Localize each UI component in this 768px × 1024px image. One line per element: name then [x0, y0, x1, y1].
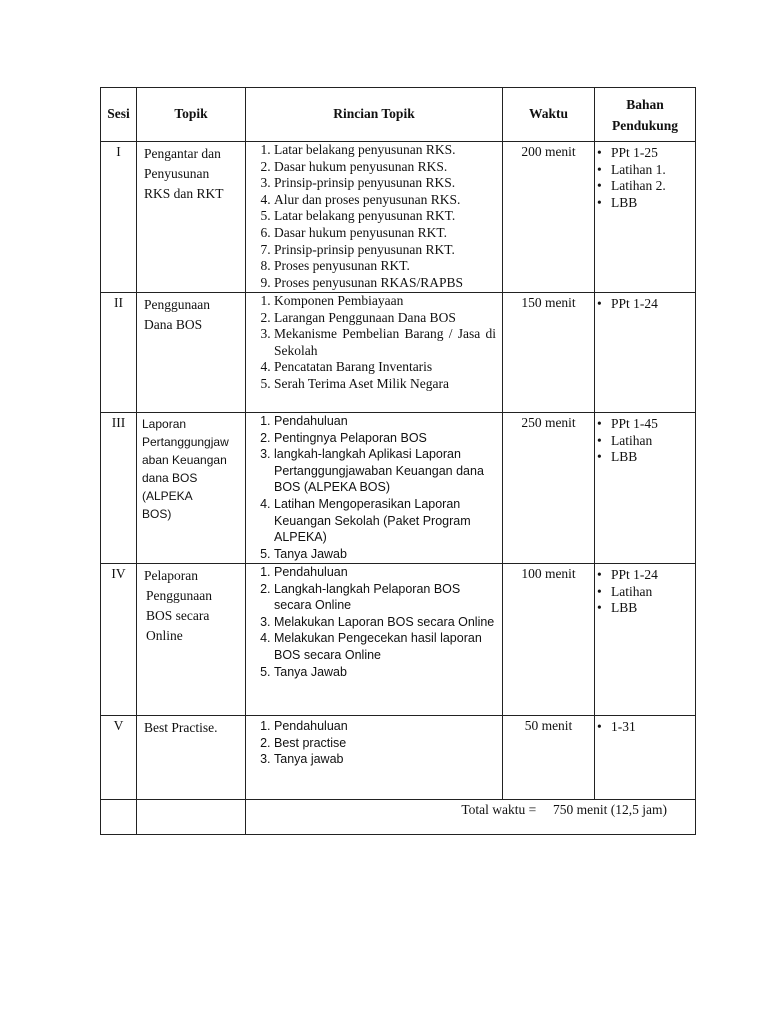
rincian-item: 1. Latar belakang penyusunan RKS. — [274, 142, 496, 159]
rincian-item: 5. Tanya Jawab — [274, 546, 496, 563]
rincian-item: 3. Melakukan Laporan BOS secara Online — [274, 614, 496, 631]
topik-line: Penggunaan — [144, 297, 210, 312]
topik-line: Penggunaan — [146, 588, 212, 603]
table-row — [101, 564, 696, 716]
rincian-item: 2. Pentingnya Pelaporan BOS — [274, 430, 496, 447]
topik-line: Best Practise. — [144, 720, 218, 735]
empty-cell — [101, 800, 137, 835]
rincian-item: 3. Tanya jawab — [274, 751, 496, 768]
table-row — [101, 293, 696, 413]
bahan-item: • Latihan — [597, 583, 653, 599]
header-row — [101, 88, 696, 142]
topik-cell — [137, 293, 246, 413]
topik-cell — [137, 142, 246, 293]
topik-line: BOS) — [142, 507, 172, 521]
bahan-item: • LBB — [597, 600, 638, 616]
bullet-icon: • — [597, 145, 602, 160]
header-bahan-line2: Pendukung — [611, 117, 679, 133]
topik-cell — [137, 413, 246, 564]
bullet-icon: • — [597, 449, 602, 465]
total-value: 750 menit (12,5 jam) — [553, 802, 667, 817]
rincian-cell — [246, 716, 503, 800]
rincian-item: 1. Pendahuluan — [274, 413, 496, 430]
rincian-item: 1. Pendahuluan — [274, 564, 496, 581]
bullet-icon: • — [597, 583, 602, 599]
rincian-item: 3. Prinsip-prinsip penyusunan RKS. — [274, 175, 496, 192]
header-topik: Topik — [137, 88, 246, 142]
waktu-cell: 50 menit — [503, 716, 595, 800]
total-row — [101, 800, 696, 835]
topik-line: Dana BOS — [144, 317, 203, 332]
bullet-icon: • — [597, 567, 602, 582]
rincian-item: 8. Proses penyusunan RKT. — [274, 258, 496, 275]
total-label: Total waktu = — [461, 802, 537, 817]
bahan-cell — [595, 564, 696, 716]
rincian-item: 6. Dasar hukum penyusunan RKT. — [274, 225, 496, 242]
table-row — [101, 142, 696, 293]
bullet-icon: • — [597, 161, 602, 177]
topik-line: Pengantar dan — [144, 146, 221, 161]
sesi-cell: V — [101, 716, 137, 800]
rincian-item: 2. Larangan Penggunaan Dana BOS — [274, 310, 496, 327]
rincian-item: 4. Alur dan proses penyusunan RKS. — [274, 192, 496, 209]
topik-cell — [137, 564, 246, 716]
topik-line: (ALPEKA — [142, 489, 193, 503]
sesi-cell: III — [101, 413, 137, 564]
bahan-item: • LBB — [597, 449, 638, 465]
bahan-item: • PPt 1-25 — [597, 145, 658, 160]
topik-line: Laporan — [142, 417, 187, 431]
bahan-cell — [595, 413, 696, 564]
bahan-cell — [595, 142, 696, 293]
rincian-cell — [246, 564, 503, 716]
rincian-cell — [246, 413, 503, 564]
rincian-cell — [246, 142, 503, 293]
topik-line: Pertanggungjaw — [142, 435, 229, 449]
sesi-cell: IV — [101, 564, 137, 716]
bahan-item: • PPt 1-45 — [597, 416, 658, 431]
sesi-cell: I — [101, 142, 137, 293]
waktu-cell: 100 menit — [503, 564, 595, 716]
bahan-item: • Latihan 1. — [597, 161, 666, 177]
rincian-item: 2. Dasar hukum penyusunan RKS. — [274, 159, 496, 176]
total-cell — [246, 800, 696, 835]
rincian-item: 1. Pendahuluan — [274, 718, 496, 735]
bullet-icon: • — [597, 296, 602, 311]
rincian-item: 4. Pencatatan Barang Inventaris — [274, 359, 496, 376]
topik-line: Online — [146, 628, 183, 643]
header-sesi: Sesi — [101, 88, 137, 142]
header-waktu: Waktu — [503, 88, 595, 142]
topik-line: aban Keuangan — [142, 453, 227, 467]
rincian-item: 5. Tanya Jawab — [274, 664, 496, 681]
bullet-icon: • — [597, 416, 602, 431]
bahan-item: • 1-31 — [597, 719, 636, 734]
bahan-item: • PPt 1-24 — [597, 296, 658, 311]
rincian-item: 5. Serah Terima Aset Milik Negara — [274, 376, 496, 393]
table-row — [101, 716, 696, 800]
header-bahan — [595, 88, 696, 142]
bullet-icon: • — [597, 194, 602, 210]
topik-line: Pelaporan — [144, 568, 198, 583]
bahan-cell — [595, 716, 696, 800]
topik-line: Penyusunan — [144, 166, 210, 181]
bahan-item: • Latihan 2. — [597, 178, 666, 194]
waktu-cell: 150 menit — [503, 293, 595, 413]
rincian-item: 1. Komponen Pembiayaan — [274, 293, 496, 310]
rincian-item: 3. langkah-langkah Aplikasi Laporan Pertanggungjawaban Keuangan dana BOS (ALPEKA BOS) — [274, 446, 496, 496]
rincian-cell — [246, 293, 503, 413]
bullet-icon: • — [597, 719, 602, 734]
bahan-item: • LBB — [597, 194, 638, 210]
bahan-item: • PPt 1-24 — [597, 567, 658, 582]
rincian-item: 5. Latar belakang penyusunan RKT. — [274, 208, 496, 225]
topik-line: BOS secara — [146, 608, 210, 623]
bahan-cell — [595, 293, 696, 413]
header-rincian: Rincian Topik — [246, 88, 503, 142]
topik-line: dana BOS — [142, 471, 198, 485]
bullet-icon: • — [597, 600, 602, 616]
rincian-item: 7. Prinsip-prinsip penyusunan RKT. — [274, 242, 496, 259]
waktu-cell: 250 menit — [503, 413, 595, 564]
table-row — [101, 413, 696, 564]
topik-cell — [137, 716, 246, 800]
rincian-item: 3. Mekanisme Pembelian Barang / Jasa di Sekolah — [274, 326, 496, 359]
waktu-cell: 200 menit — [503, 142, 595, 293]
rincian-item: 2. Best practise — [274, 735, 496, 752]
rincian-item: 2. Langkah-langkah Pelaporan BOS secara Online — [274, 581, 496, 614]
schedule-table — [100, 87, 696, 835]
bahan-item: • Latihan — [597, 432, 653, 448]
sesi-cell: II — [101, 293, 137, 413]
header-bahan-line1: Bahan — [626, 96, 664, 112]
rincian-item: 9. Proses penyusunan RKAS/RAPBS — [274, 275, 496, 292]
rincian-item: 4. Latihan Mengoperasikan Laporan Keuangan Sekolah (Paket Program ALPEKA) — [274, 496, 496, 546]
rincian-item: 4. Melakukan Pengecekan hasil laporan BOS secara Online — [274, 630, 496, 663]
empty-cell — [137, 800, 246, 835]
topik-line: RKS dan RKT — [144, 186, 224, 201]
bullet-icon: • — [597, 178, 602, 194]
bullet-icon: • — [597, 432, 602, 448]
